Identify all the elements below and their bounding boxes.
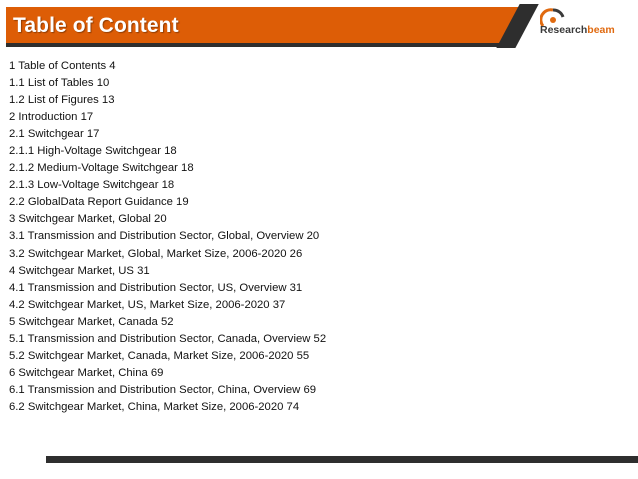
toc-entry: 5 Switchgear Market, Canada 52 <box>9 315 174 328</box>
footer-bar <box>46 456 638 463</box>
toc-entry: 3.1 Transmission and Distribution Sector, Global, Overview 20 <box>9 230 320 243</box>
toc-entry: 4 Switchgear Market, US 31 <box>9 264 150 277</box>
toc-entry: 2.2 GlobalData Report Guidance 19 <box>9 196 189 209</box>
toc-entry: 2.1.1 High-Voltage Switchgear 18 <box>9 145 177 158</box>
toc-entry: 3.2 Switchgear Market, Global, Market Size, 2006-2020 26 <box>9 247 303 260</box>
logo-wordmark <box>540 24 615 36</box>
toc-entry: 2.1.2 Medium-Voltage Switchgear 18 <box>9 162 194 175</box>
toc-entry: 1.1 List of Tables 10 <box>9 77 110 90</box>
toc-entry: 6 Switchgear Market, China 69 <box>9 366 164 379</box>
toc-entry: 6.1 Transmission and Distribution Sector, China, Overview 69 <box>9 383 317 396</box>
table-of-contents <box>9 58 326 416</box>
header-banner <box>0 0 638 56</box>
toc-entry: 4.1 Transmission and Distribution Sector, US, Overview 31 <box>9 281 303 294</box>
researchbeam-logo <box>540 6 636 50</box>
toc-entry: 1 Table of Contents 4 <box>9 60 116 72</box>
logo-word-beam: beam <box>587 24 615 36</box>
toc-entry: 2.1 Switchgear 17 <box>9 128 100 141</box>
toc-entry: 2.1.3 Low-Voltage Switchgear 18 <box>9 179 175 192</box>
toc-entry: 5.1 Transmission and Distribution Sector, Canada, Overview 52 <box>9 332 327 345</box>
page-title: Table of Content <box>13 14 179 37</box>
toc-entry: 2 Introduction 17 <box>9 111 94 124</box>
toc-entry: 1.2 List of Figures 13 <box>9 94 115 107</box>
logo-word-research: Research <box>540 24 588 36</box>
toc-entry: 6.2 Switchgear Market, China, Market Size, 2006-2020 74 <box>9 400 300 413</box>
toc-entry: 3 Switchgear Market, Global 20 <box>9 213 167 226</box>
toc-entry: 4.2 Switchgear Market, US, Market Size, 2006-2020 37 <box>9 298 286 311</box>
toc-entry: 5.2 Switchgear Market, Canada, Market Size, 2006-2020 55 <box>9 349 310 362</box>
